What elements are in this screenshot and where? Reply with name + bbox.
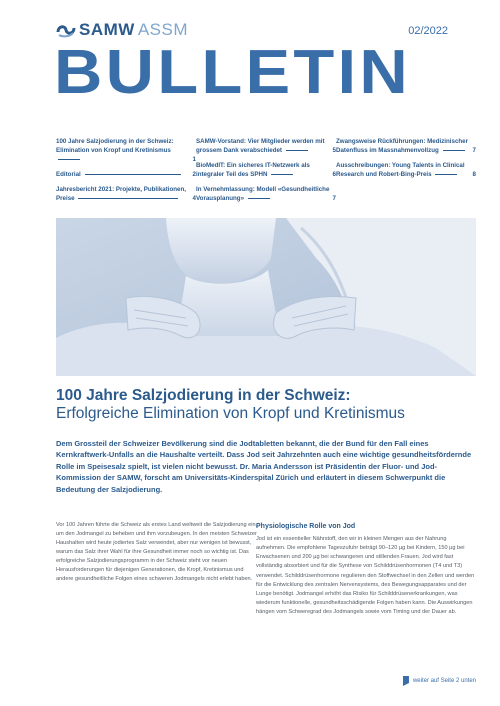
article-subtitle: Erfolgreiche Elimination von Kropf und Kretinismus [56,405,405,422]
samw-logo-icon [56,22,76,38]
thyroid-exam-illustration [56,218,476,376]
toc-item[interactable]: Zwangsweise Rückführungen: Medizinischer Datenfluss im Massnahmenvollzug 7 [336,138,476,154]
article-column-1 [56,521,261,584]
toc-item[interactable]: Ausschreibungen: Young Talents in Clinical Research und Robert-Bing-Preis 8 [336,161,476,178]
body-text: Vor 100 Jahren führte die Schweiz als erstes Land weltweit die Salzjodierung ein, um den Jodmangel zu beheben und ihm vorzubeugen. In den meisten Schweizer Haushalten wird heute jodiertes Salz verwendet, aber nur wenigen ist bewusst, warum das Salz ihrer Wahl für ihre Gesundheit immer noch so wichtig ist. Das erfolgreiche Salzjodierungsprogramm in der Schweiz steht vor neuen Herausforderungen für diejenigen Generationen, die Kropf, Kretinismus und andere gesundheitliche Folgen eines schweren Jodmangels nicht erlebt haben. [56,522,258,583]
article-lead: Dem Grossteil der Schweizer Bevölkerung sind die Jodtabletten bekannt, die der Bund für den Fall eines Kernkraftwerk-Unfalls an die Haushalte verteilt. Dass Jod seit Jahrzehnten auch eine wichtige gesundheitsfördernde Rolle im Speisesalz spielt, ist vielen nicht bewusst. Dr. Maria Andersson ist Präsidentin der Fluor- und Jod-Kommission der SAMW, forscht am Universitäts-Kinderspital Zürich und erläutert in diesem Schwerpunkt die Bedeutung der Salzjodierung. [56,439,472,494]
logo-samw-text: SAMW [79,20,135,39]
toc-column-3 [336,138,476,186]
samw-logo [56,20,188,40]
toc-item[interactable]: Editorial 2 [56,170,196,178]
article-column-2 [256,521,476,617]
toc-item[interactable]: 100 Jahre Salzjodierung in der Schweiz: Elimination von Kropf und Kretinismus 1 [56,138,196,163]
toc-item[interactable]: SAMW-Vorstand: Vier Mitglieder werden mit grossem Dank verabschiedet 5 [196,138,336,154]
body-text: Jod ist ein essentieller Nährstoff, den wir in kleinen Mengen aus der Nahrung aufnehmen. Die empfohlene Tageszufuhr beträgt 90–120 µg bei Kindern, 150 µg bei Erwachsenen und 200 µg bei schwangeren und stillenden Frauen. Jod wird fast vollständig absorbiert und für die Synthese von Schilddrüsenhormonen (T4 und T3) verwendet. Schilddrüsenhormone regulieren den Stoffwechsel in den Zellen und werden für die Entwicklung des zentralen Nervensystems, des Bewegungsapparates und der Lunge benötigt. Jodmangel erhöht das Risiko für Schilddrüsenerkrankungen, was wiederum funktionelle, gesundheitsschädigende Folgen haben kann. Die Auswirkungen hängen vom Schweregrad des Jodmangels sowie vom Timing und der Dauer ab. [256,536,475,615]
issue-number: 02/2022 [408,25,448,37]
toc-item[interactable]: Jahresbericht 2021: Projekte, Publikationen, Preise 4 [56,185,196,202]
page-title: BULLETIN [54,38,411,107]
toc-item[interactable]: BioMedIT: Ein sicheres IT-Netzwerk als integraler Teil des SPHN 6 [196,161,336,178]
toc-item[interactable]: In Vernehmlassung: Modell «Gesundheitliche Vorausplanung» 7 [196,185,336,202]
article-title: 100 Jahre Salzjodierung in der Schweiz: [56,387,351,404]
cover-photo [56,218,476,376]
continue-label: weiter auf Seite 2 unten [412,678,476,684]
toc-column-2 [196,138,336,210]
continue-link[interactable] [403,676,476,686]
section-heading: Physiologische Rolle von Jod [256,523,356,530]
bookmark-icon [403,676,409,686]
logo-assm-text: ASSM [137,20,189,39]
toc-column-1 [56,138,196,210]
